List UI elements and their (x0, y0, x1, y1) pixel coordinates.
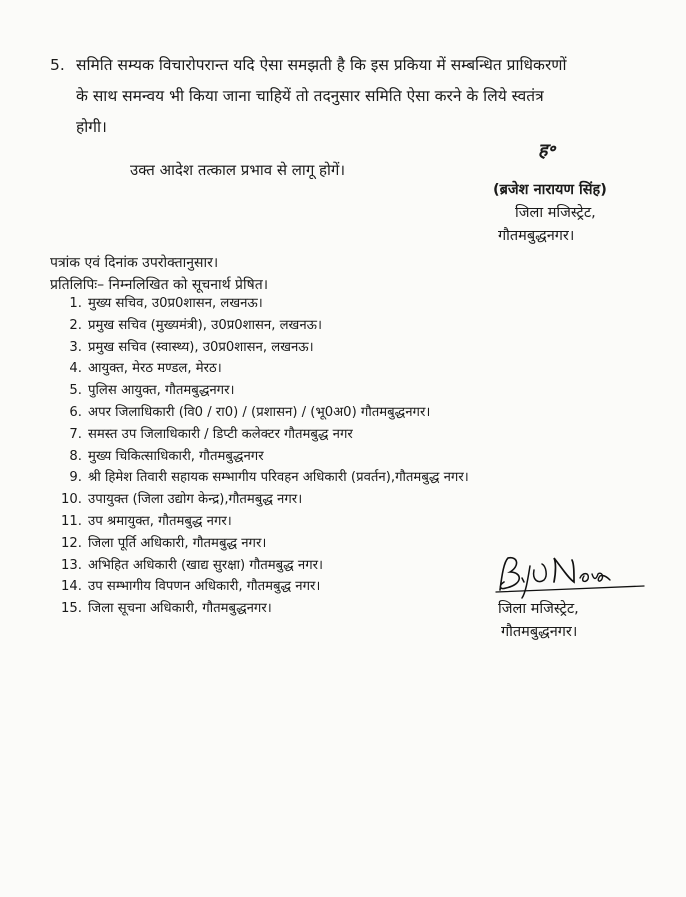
recipient-item (60, 533, 469, 555)
recipient-number: 14. (61, 579, 82, 595)
recipient-number: 10. (61, 492, 82, 508)
recipient-number: 15. (61, 601, 82, 617)
recipient-item (60, 293, 469, 315)
signature-mark: ह॰ (538, 140, 556, 161)
signatory-name: (ब्रजेश नारायण सिंह) (493, 182, 607, 198)
recipient-text: उपायुक्त (जिला उद्योग केन्द्र),गौतमबुद्ध नगर। (88, 492, 303, 508)
recipient-number: 9. (69, 470, 82, 486)
recipient-number: 7. (69, 426, 82, 442)
recipient-item (60, 576, 469, 598)
recipient-number: 2. (69, 317, 82, 333)
recipient-text: प्रमुख सचिव (मुख्यमंत्री), उ0प्र0शासन, लखनऊ। (88, 317, 323, 333)
recipient-item (60, 358, 469, 380)
recipient-item (60, 337, 469, 359)
recipient-text: अपर जिलाधिकारी (वि0 / रा0) / (प्रशासन) / (भू0अ0) गौतमबुद्धनगर। (88, 404, 431, 420)
handwritten-signature (492, 552, 652, 602)
recipient-number: 11. (61, 513, 82, 529)
recipient-text: मुख्य सचिव, उ0प्र0शासन, लखनऊ। (88, 296, 263, 311)
recipient-number: 8. (69, 448, 82, 464)
order-effective-text: उक्त आदेश तत्काल प्रभाव से लागू होगें। (130, 161, 346, 179)
recipient-item (60, 315, 469, 337)
recipient-text: श्री हिमेश तिवारी सहायक सम्भागीय परिवहन अधिकारी (प्रवर्तन),गौतमबुद्ध नगर। (88, 470, 469, 486)
recipient-text: उप श्रमायुक्त, गौतमबुद्ध नगर। (88, 513, 232, 529)
recipient-number: 6. (69, 404, 82, 420)
reference-line: पत्रांक एवं दिनांक उपरोक्तानुसार। (50, 255, 219, 271)
recipient-number: 12. (61, 535, 82, 551)
recipient-list (60, 293, 469, 620)
recipient-number: 3. (69, 339, 82, 355)
paragraph-5 (50, 50, 660, 143)
recipient-item (60, 511, 469, 533)
recipient-text: जिला सूचना अधिकारी, गौतमबुद्धनगर। (88, 601, 272, 617)
signatory-place: गौतमबुद्धनगर। (498, 228, 575, 244)
recipient-item (60, 555, 469, 577)
paragraph-line-1: 5. समिति सम्यक विचारोपरान्त यदि ऐसा समझती है कि इस प्रकिया में सम्बन्धित प्राधिकरणों (50, 50, 660, 81)
recipient-text: मुख्य चिकित्साधिकारी, गौतमबुद्धनगर (88, 448, 264, 464)
recipient-text: आयुक्त, मेरठ मण्डल, मेरठ। (88, 361, 222, 377)
recipient-text: जिला पूर्ति अधिकारी, गौतमबुद्ध नगर। (88, 535, 267, 551)
recipient-item (60, 424, 469, 446)
recipient-number: 1. (69, 296, 82, 311)
recipient-item (60, 446, 469, 468)
recipient-number: 4. (69, 361, 82, 377)
recipient-text: पुलिस आयुक्त, गौतमबुद्धनगर। (88, 383, 235, 399)
signatory-designation: जिला मजिस्ट्रेट, (515, 205, 596, 221)
recipient-text: अभिहित अधिकारी (खाद्य सुरक्षा) गौतमबुद्ध नगर। (88, 557, 324, 573)
paragraph-number: 5. (50, 56, 65, 74)
recipient-item (60, 467, 469, 489)
copy-heading: प्रतिलिपिः– निम्नलिखित को सूचनार्थ प्रेषित। (50, 277, 269, 293)
recipient-number: 5. (69, 383, 82, 399)
recipient-item (60, 489, 469, 511)
paragraph-line-3: होगी। (76, 118, 107, 136)
recipient-text: उप सम्भागीय विपणन अधिकारी, गौतमबुद्ध नगर। (88, 579, 321, 595)
signatory-place-bottom: गौतमबुद्धनगर। (501, 624, 578, 640)
recipient-item (60, 402, 469, 424)
recipient-item (60, 380, 469, 402)
recipient-text: समस्त उप जिलाधिकारी / डिप्टी कलेक्टर गौतमबुद्ध नगर (88, 426, 353, 442)
paragraph-line-2: के साथ समन्वय भी किया जाना चाहियें तो तदनुसार समिति ऐसा करने के लिये स्वतंत्र (76, 87, 544, 105)
recipient-text: प्रमुख सचिव (स्वास्थ्य), उ0प्र0शासन, लखनऊ। (88, 339, 314, 355)
recipient-item (60, 598, 469, 620)
recipient-number: 13. (61, 557, 82, 573)
signatory-designation-bottom: जिला मजिस्ट्रेट, (498, 601, 579, 617)
